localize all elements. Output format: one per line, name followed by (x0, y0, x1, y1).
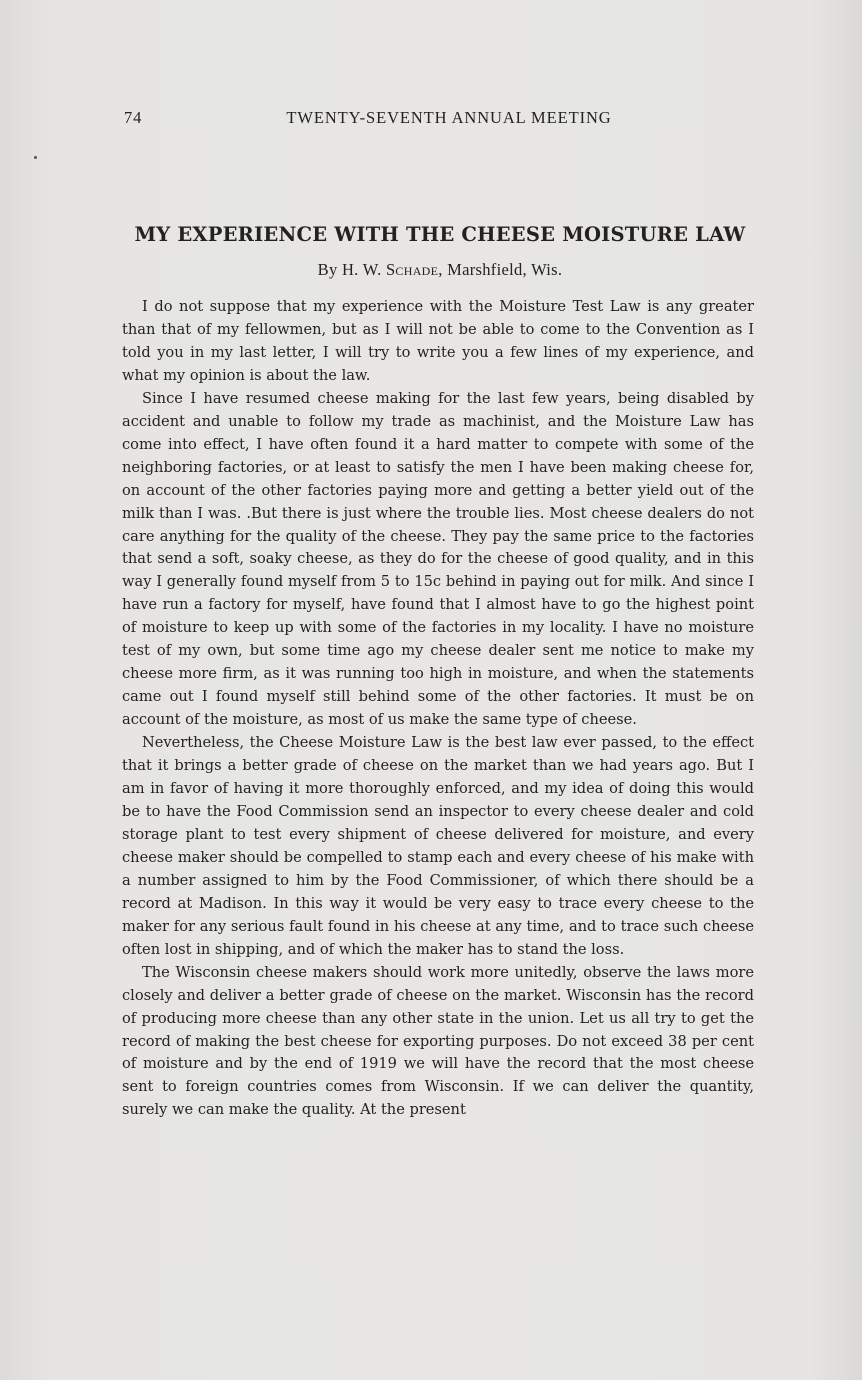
paragraph-3: Nevertheless, the Cheese Moisture Law is the best law ever passed, to the effect that it brings a better grade of cheese on the market than we had years ago. But I am in favor of having it more thoroughly enforced, and my idea of doing this would be to have the Food Commission send an inspector to every cheese dealer and cold storage plant to test every shipment of cheese delivered for moisture, and every cheese maker should be compelled to stamp each and every cheese of his make with a number assigned to him by the Food Commissioner, of which there should be a record at Madison. In this way it would be very easy to trace every cheese to the maker for any serious fault found in his cheese at any time, and to trace such cheese often lost in shipping, and of which the maker has to stand the loss. (122, 734, 754, 958)
scan-speck (34, 156, 37, 159)
page-number: 74 (124, 108, 143, 127)
byline-location: , Marshfield, Wis. (438, 260, 563, 279)
paragraph-4: The Wisconsin cheese makers should work more unitedly, observe the laws more closely and deliver a better grade of cheese on the market. Wisconsin has the record of producing more cheese than any other state in the union. Let us all try to get the record of making the best cheese for exporting purposes. Do not exceed 38 per cent of moisture and by the end of 1919 we will have the record that the most cheese sent to foreign countries comes from Wisconsin. If we can deliver the quantity, surely we can make the quality. At the present (122, 963, 754, 1119)
byline (124, 260, 756, 280)
article-body (122, 296, 754, 1122)
running-head (124, 108, 756, 130)
article-title: MY EXPERIENCE WITH THE CHEESE MOISTURE LAW (134, 223, 746, 246)
paragraph-1: I do not suppose that my experience with the Moisture Test Law is any greater than that of my fellowmen, but as I will not be able to come to the Convention as I told you in my last letter, I will try to write you a few lines of my experience, and what my opinion is about the law. (122, 298, 754, 384)
paragraph-2: Since I have resumed cheese making for the last few years, being disabled by accident and unable to follow my trade as machinist, and the Moisture Law has come into effect, I have often found it a hard matter to compete with some of the neighboring factories, or at least to satisfy the men I have been making cheese for, on account of the other factories paying more and getting a better yield out of the milk than I was. .But there is just where the trouble lies. Most cheese dealers do not care anything for the quality of the cheese. They pay the same price to the factories that send a soft, soaky cheese, as they do for the cheese of good quality, and in this way I generally found myself from 5 to 15c behind in paying out for milk. And since I have run a factory for myself, have found that I almost have to go the highest point of moisture to keep up with some of the factories in my locality. I have no moisture test of my own, but some time ago my cheese dealer sent me notice to make my cheese more firm, as it was running too high in moisture, and when the statements came out I found myself still behind some of the other factories. It must be on account of the moisture, as most of us make the same type of cheese. (122, 389, 754, 729)
byline-author-surname: Schade (385, 260, 439, 279)
byline-prefix: By H. W. (317, 260, 382, 279)
running-title: TWENTY-SEVENTH ANNUAL MEETING (286, 108, 612, 127)
